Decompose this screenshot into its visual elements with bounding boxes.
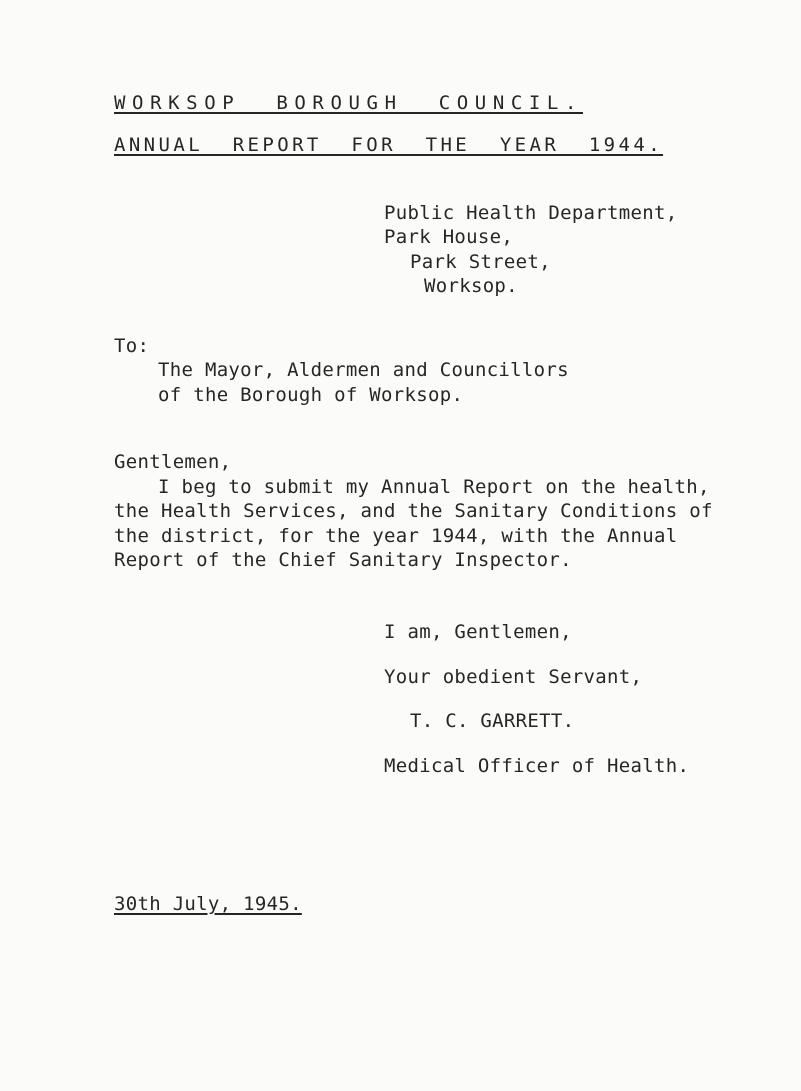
body-line: the district, for the year 1944, with the Annual bbox=[114, 525, 678, 547]
to-label: To: bbox=[114, 335, 150, 357]
address-line: Worksop. bbox=[424, 275, 518, 297]
body-line: the Health Services, and the Sanitary Conditions of bbox=[114, 500, 713, 522]
recipient-line: The Mayor, Aldermen and Councillors bbox=[158, 359, 569, 381]
closing-line: I am, Gentlemen, bbox=[384, 621, 572, 643]
body-line: Report of the Chief Sanitary Inspector. bbox=[114, 549, 572, 571]
recipient-line: of the Borough of Worksop. bbox=[158, 384, 464, 406]
signatory-title: Medical Officer of Health. bbox=[384, 755, 690, 777]
council-title: WORKSOP BOROUGH COUNCIL. bbox=[114, 92, 584, 114]
address-line: Park Street, bbox=[410, 251, 551, 273]
report-subtitle: ANNUAL REPORT FOR THE YEAR 1944. bbox=[114, 134, 664, 156]
address-line: Park House, bbox=[384, 226, 514, 248]
salutation: Gentlemen, bbox=[114, 451, 232, 473]
address-line: Public Health Department, bbox=[384, 202, 678, 224]
signature: T. C. GARRETT. bbox=[410, 710, 575, 732]
letter-date: 30th July, 1945. bbox=[114, 893, 302, 915]
closing-line: Your obedient Servant, bbox=[384, 666, 643, 688]
body-line: I beg to submit my Annual Report on the health, bbox=[158, 476, 710, 498]
